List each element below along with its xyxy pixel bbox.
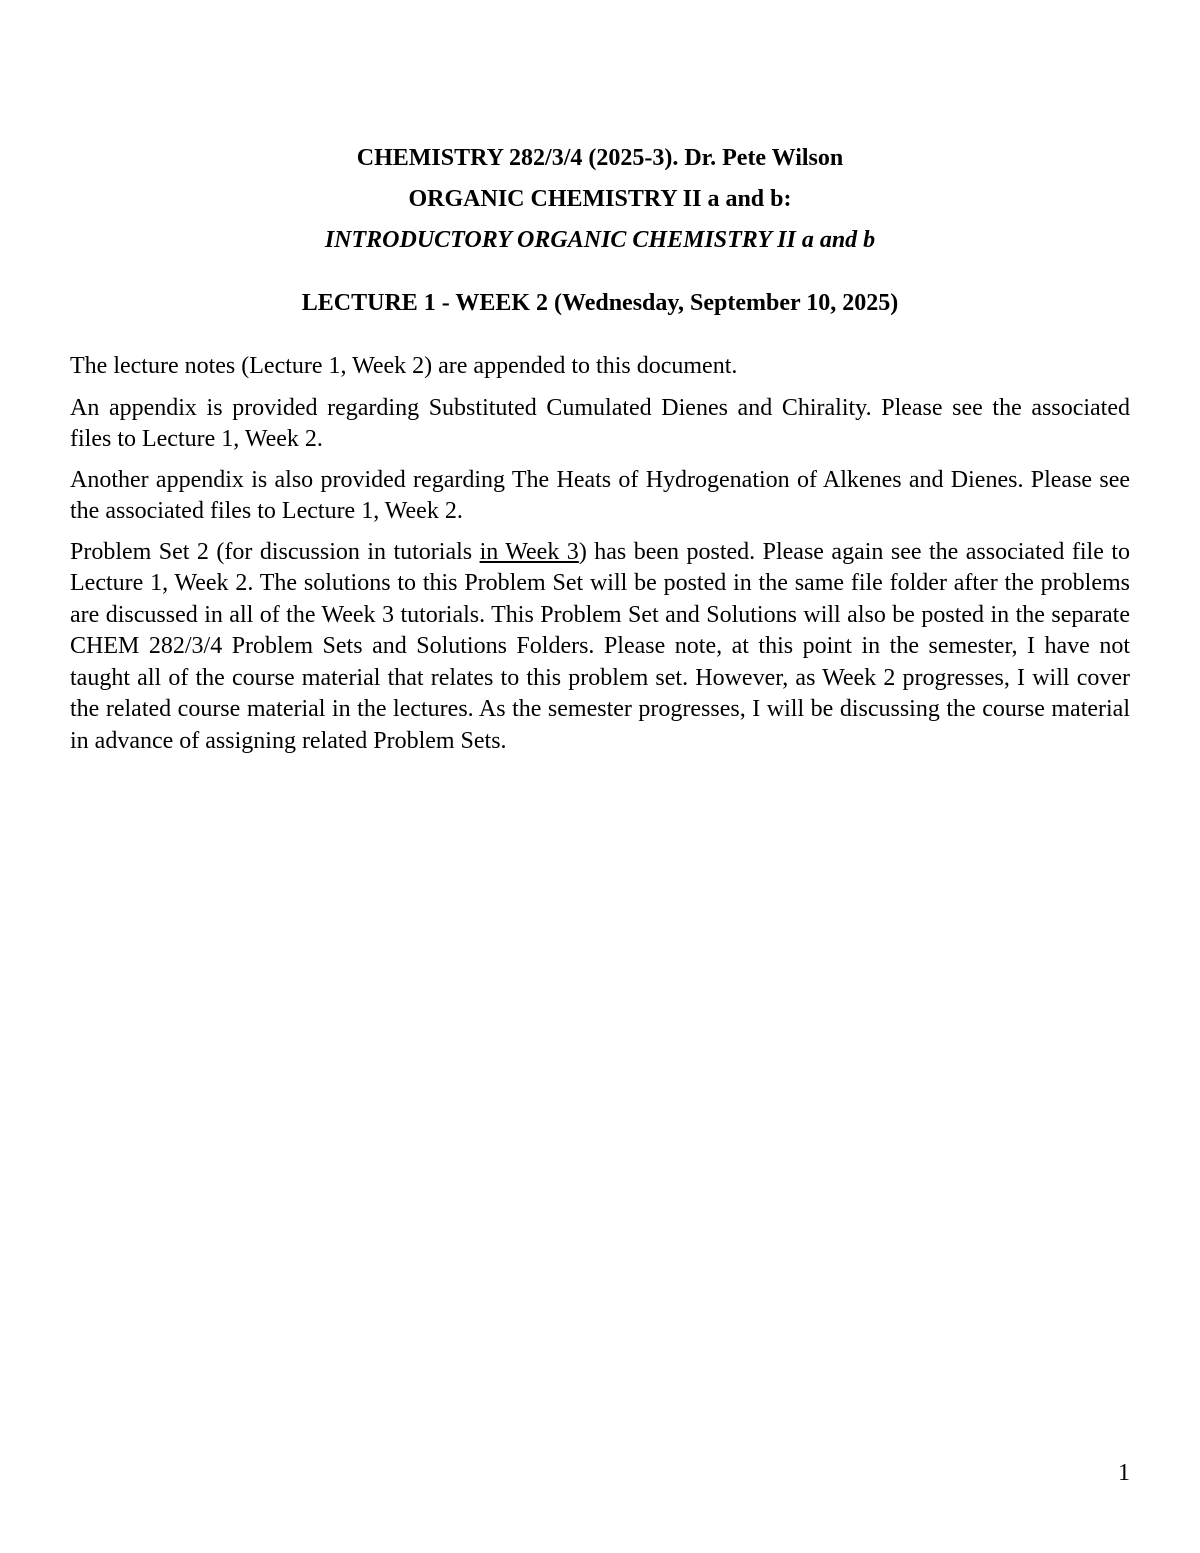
document-body <box>70 351 1130 766</box>
problem-set-text-rest: ) has been posted. Please again see the associated file to Lecture 1, Week 2. The solutions to this Problem Set will be posted in the same file folder after the problems are discussed in all of the Week 3 tutorials. This Problem Set and Solutions will also be posted in the separate CHEM 282/3/4 Problem Sets and Solutions Folders. Please note, at this point in the semester, I have not taught all of the course material that relates to this problem set. However, as Week 2 progresses, I will cover the related course material in the lectures. As the semester progresses, I will be discussing the course material in advance of assigning related Problem Sets. <box>70 538 1130 754</box>
course-heading: CHEMISTRY 282/3/4 (2025-3). Dr. Pete Wilson <box>356 145 844 171</box>
page-number: 1 <box>1118 1460 1130 1486</box>
paragraph-appendix-dienes-chirality: An appendix is provided regarding Substituted Cumulated Dienes and Chirality. Please see the associated files to Lecture 1, Week 2. <box>70 394 1130 452</box>
lecture-heading: LECTURE 1 - WEEK 2 (Wednesday, September 10, 2025) <box>301 290 899 316</box>
paragraph-problem-set <box>70 537 1130 758</box>
course-title: ORGANIC CHEMISTRY II a and b: <box>408 186 792 212</box>
paragraph-lecture-notes: The lecture notes (Lecture 1, Week 2) are appended to this document. <box>70 353 738 379</box>
paragraph-appendix-heats-hydrogenation: Another appendix is also provided regarding The Heats of Hydrogenation of Alkenes and Dienes. Please see the associated files to Lecture 1, Week 2. <box>70 466 1130 524</box>
course-subtitle: INTRODUCTORY ORGANIC CHEMISTRY II a and b <box>324 227 876 253</box>
week-3-underlined: in Week 3 <box>479 538 579 565</box>
problem-set-text-start: Problem Set 2 (for discussion in tutorials <box>70 538 480 565</box>
